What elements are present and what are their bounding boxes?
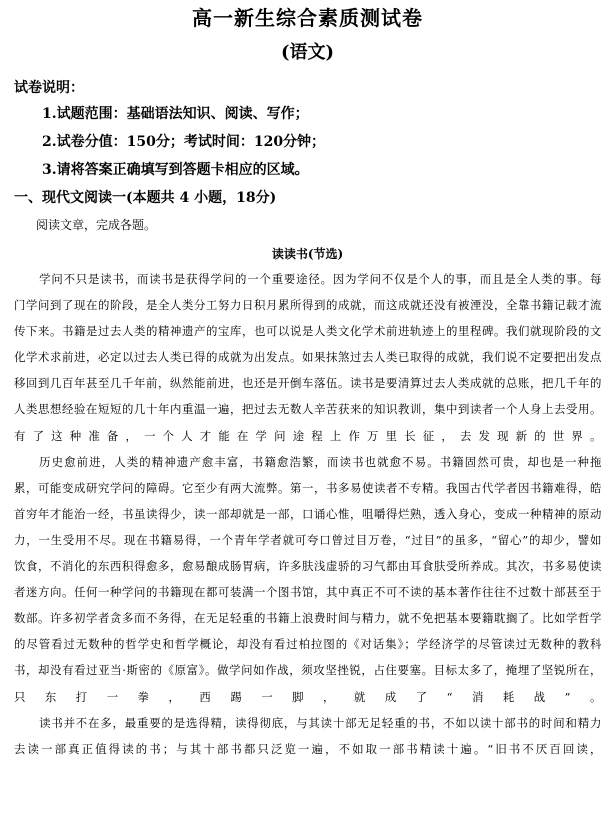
article-paragraph: 学问不只是读书，而读书是获得学问的一个重要途径。因为学问不仅是个人的事，而且是全人类的事。每门学问到了现在的阶段，是全人类分工努力日积月累所得到的成就，而这成就还没有被湮没，全靠书籍记载才流传下来。书籍是过去人类的精神遗产的宝库，也可以说是人类文化学术前进轨迹上的里程碑。我们就现阶段的文化学术求前进，必定以过去人类已得的成就为出发点。如果抹煞过去人类已取得的成就，我们说不定要把出发点移回到几百年甚至几千年前，纵然能前进，也还是开倒车落伍。读书是要清算过去人类成就的总账，把几千年的人类思想经验在短短的几十年内重温一遍，把过去无数人辛苦获来的知识教训，集中到读者一个人身上去受用。有了这种准备，一个人才能在学问途程上作万里长征，去发现新的世界。 [14, 272, 602, 443]
page-subtitle: (语文) [280, 42, 335, 63]
instruction-item: 2.试卷分值：150分；考试时间：120分钟； [42, 134, 326, 150]
instructions-heading: 试卷说明： [14, 80, 84, 96]
instructions-list [42, 102, 325, 186]
page-title: 高一新生综合素质测试卷 [192, 6, 423, 30]
article-paragraph: 读书并不在多，最重要的是选得精，读得彻底，与其读十部无足轻重的书，不如以读十部书的时间和精力去读一部真正值得读的书；与其十部书都只泛览一遍，不如取一部书精读十遍。“旧书不厌百回读， [14, 715, 602, 756]
article-title: 读读书(节选) [271, 247, 344, 261]
instruction-item: 3.请将答案正确填写到答题卡相应的区域。 [42, 162, 309, 178]
section-direction: 阅读文章，完成各题。 [36, 218, 157, 232]
article-body [14, 266, 602, 762]
article-paragraph: 历史愈前进，人类的精神遗产愈丰富，书籍愈浩繁，而读书也就愈不易。书籍固然可贵，却也是一种拖累，可能变成研究学问的障碍。它至少有两大流弊。第一，书多易使读者不专精。我国古代学者因书籍难得，皓首穷年才能治一经，书虽读得少，读一部却就是一部，口诵心惟，咀嚼得烂熟，透入身心，变成一种精神的原动力，一生受用不尽。现在书籍易得，一个青年学者就可夸口曾过目万卷，“过目”的虽多，“留心”的却少，譬如饮食，不消化的东西积得愈多，愈易酿成肠胃病，许多肤浅虚骄的习气都由耳食肤受所养成。其次，书多易使读者迷方向。任何一种学问的书籍现在都可装满一个图书馆，其中真正不可不读的基本著作往往不过数十部甚至于数部。许多初学者贪多而不务得，在无足轻重的书籍上浪费时间与精力，就不免把基本要籍耽搁了。比如学哲学的尽管看过无数种的哲学史和哲学概论，却没有看过柏拉图的《对话集》；学经济学的尽管读过无数种的教科书，却没有看过亚当·斯密的《原富》。做学问如作战，须攻坚挫锐，占住要塞。目标太多了，掩埋了坚锐所在，只东打一拳，西踢一脚，就成了“消耗战”。 [14, 454, 602, 704]
section-heading: 一、现代文阅读一(本题共 4 小题，18分) [14, 190, 277, 206]
instruction-item: 1.试题范围：基础语法知识、阅读、写作； [42, 106, 309, 122]
